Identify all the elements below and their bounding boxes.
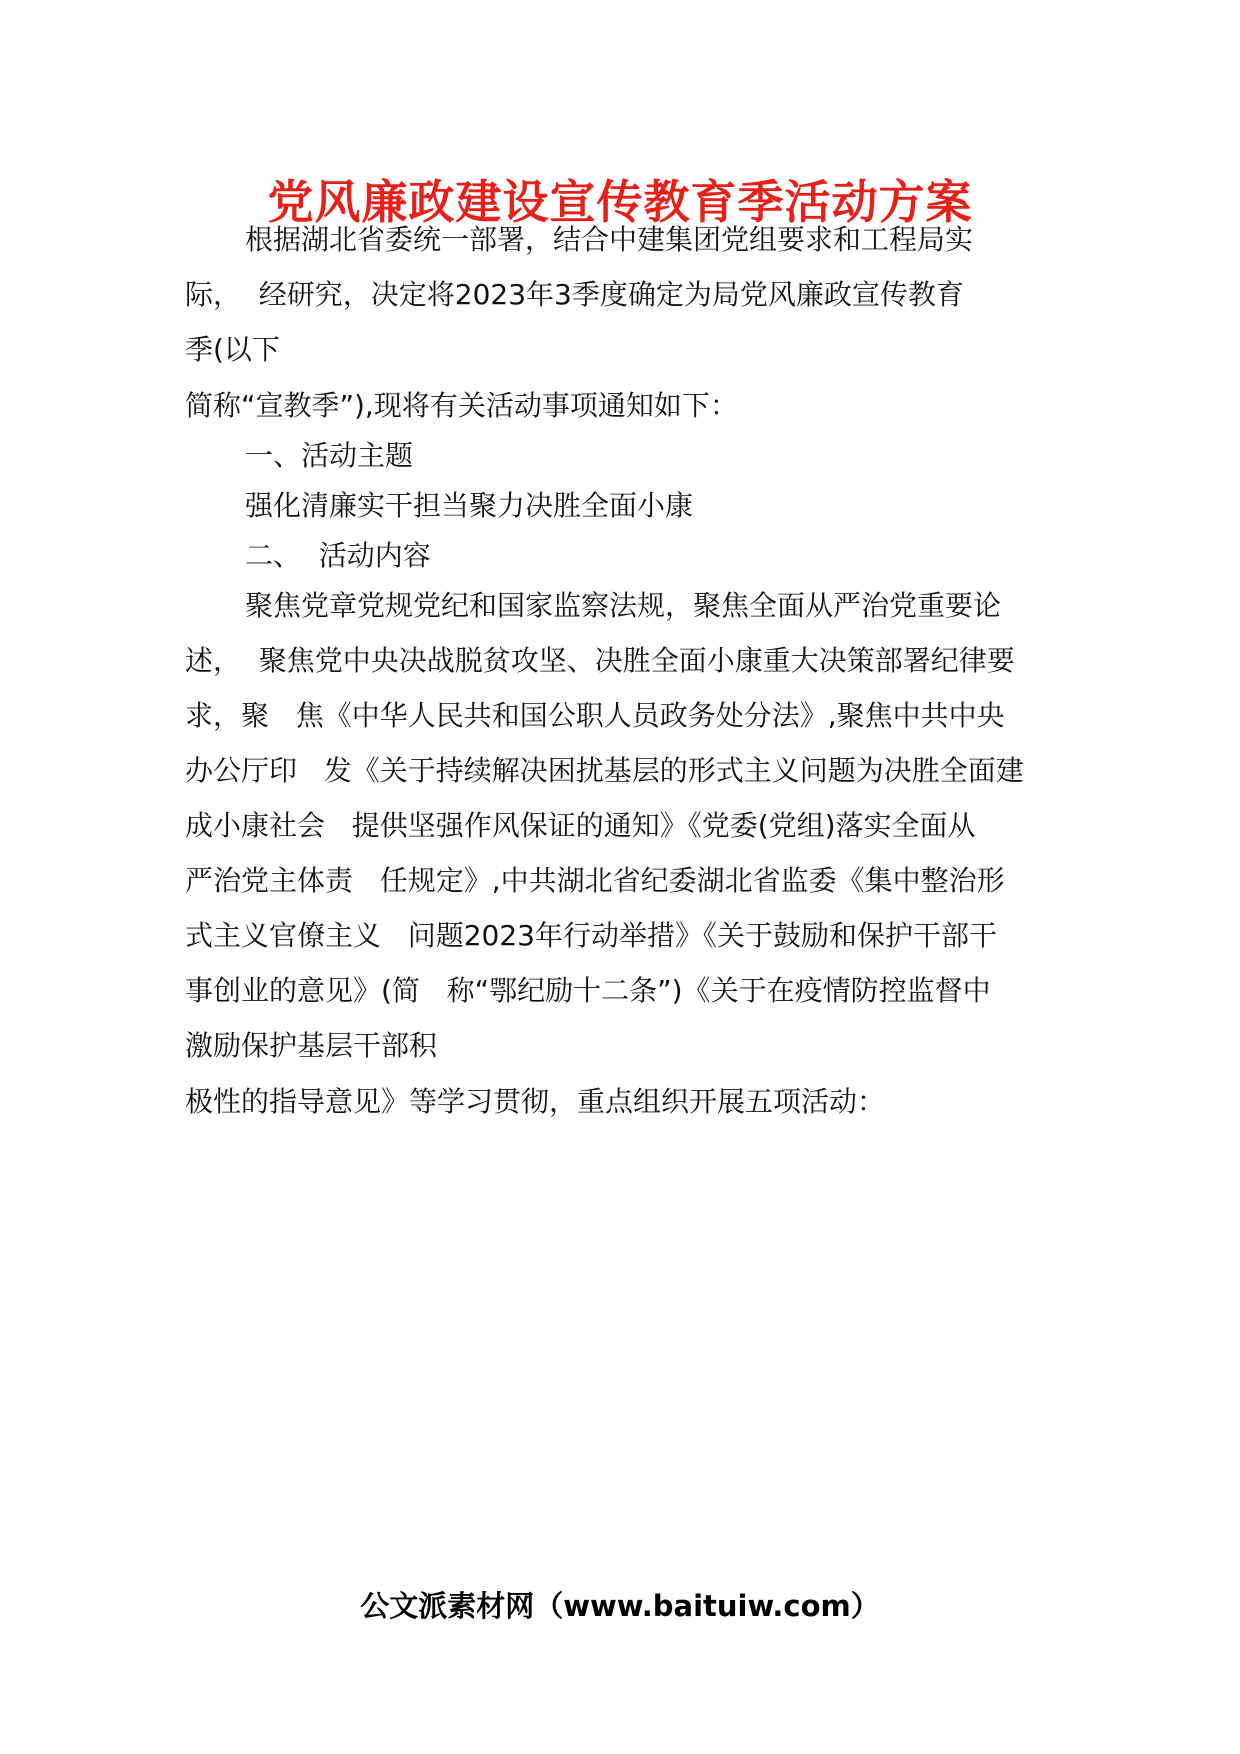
section-2-line-9: 激励保护基层干部积 (185, 1029, 438, 1062)
section-2-line-2: 述， 聚焦党中央决战脱贫攻坚、决胜全面小康重大决策部署纪律要 (185, 644, 1015, 677)
section-1-content: 强化清廉实干担当聚力决胜全面小康 (245, 489, 694, 522)
section-2-line-4: 办公厅印 发《关于持续解决困扰基层的形式主义问题为决胜全面建 (185, 754, 1024, 787)
section-2-line-8: 事创业的意见》(简 称“鄂纪励十二条”)《关于在疫情防控监督中 (185, 974, 991, 1007)
section-2-line-5: 成小康社会 提供坚强作风保证的通知》《党委(党组)落实全面从 (185, 809, 976, 842)
section-2-line-3: 求，聚 焦《中华人民共和国公职人员政务处分法》,聚焦中共中央 (185, 699, 1005, 732)
section-2-line-6: 严治党主体责 任规定》,中共湖北省纪委湖北省监委《集中整治形 (185, 864, 1005, 897)
section-2-line-1: 聚焦党章党规党纪和国家监察法规，聚焦全面从严治党重要论 (245, 589, 1002, 622)
section-1-heading: 一、活动主题 (245, 439, 414, 472)
paragraph-1-line-2: 际， 经研究，决定将2023年3季度确定为局党风廉政宣传教育 (185, 278, 964, 311)
document-title: 党风廉政建设宣传教育季活动方案 (267, 175, 973, 229)
section-2-line-7: 式主义官僚主义 问题2023年行动举措》《关于鼓励和保护干部干 (185, 919, 997, 952)
section-2-heading: 二、 活动内容 (245, 539, 431, 572)
paragraph-1-line-3: 季(以下 (185, 333, 280, 366)
paragraph-1-line-1: 根据湖北省委统一部署，结合中建集团党组要求和工程局实 (245, 223, 974, 256)
footer-watermark: 公文派素材网（www.baituiw.com） (360, 1589, 880, 1623)
section-2-line-10: 极性的指导意见》等学习贯彻，重点组织开展五项活动： (185, 1085, 886, 1118)
paragraph-1-line-4: 简称“宣教季”),现将有关活动事项通知如下： (185, 389, 738, 422)
